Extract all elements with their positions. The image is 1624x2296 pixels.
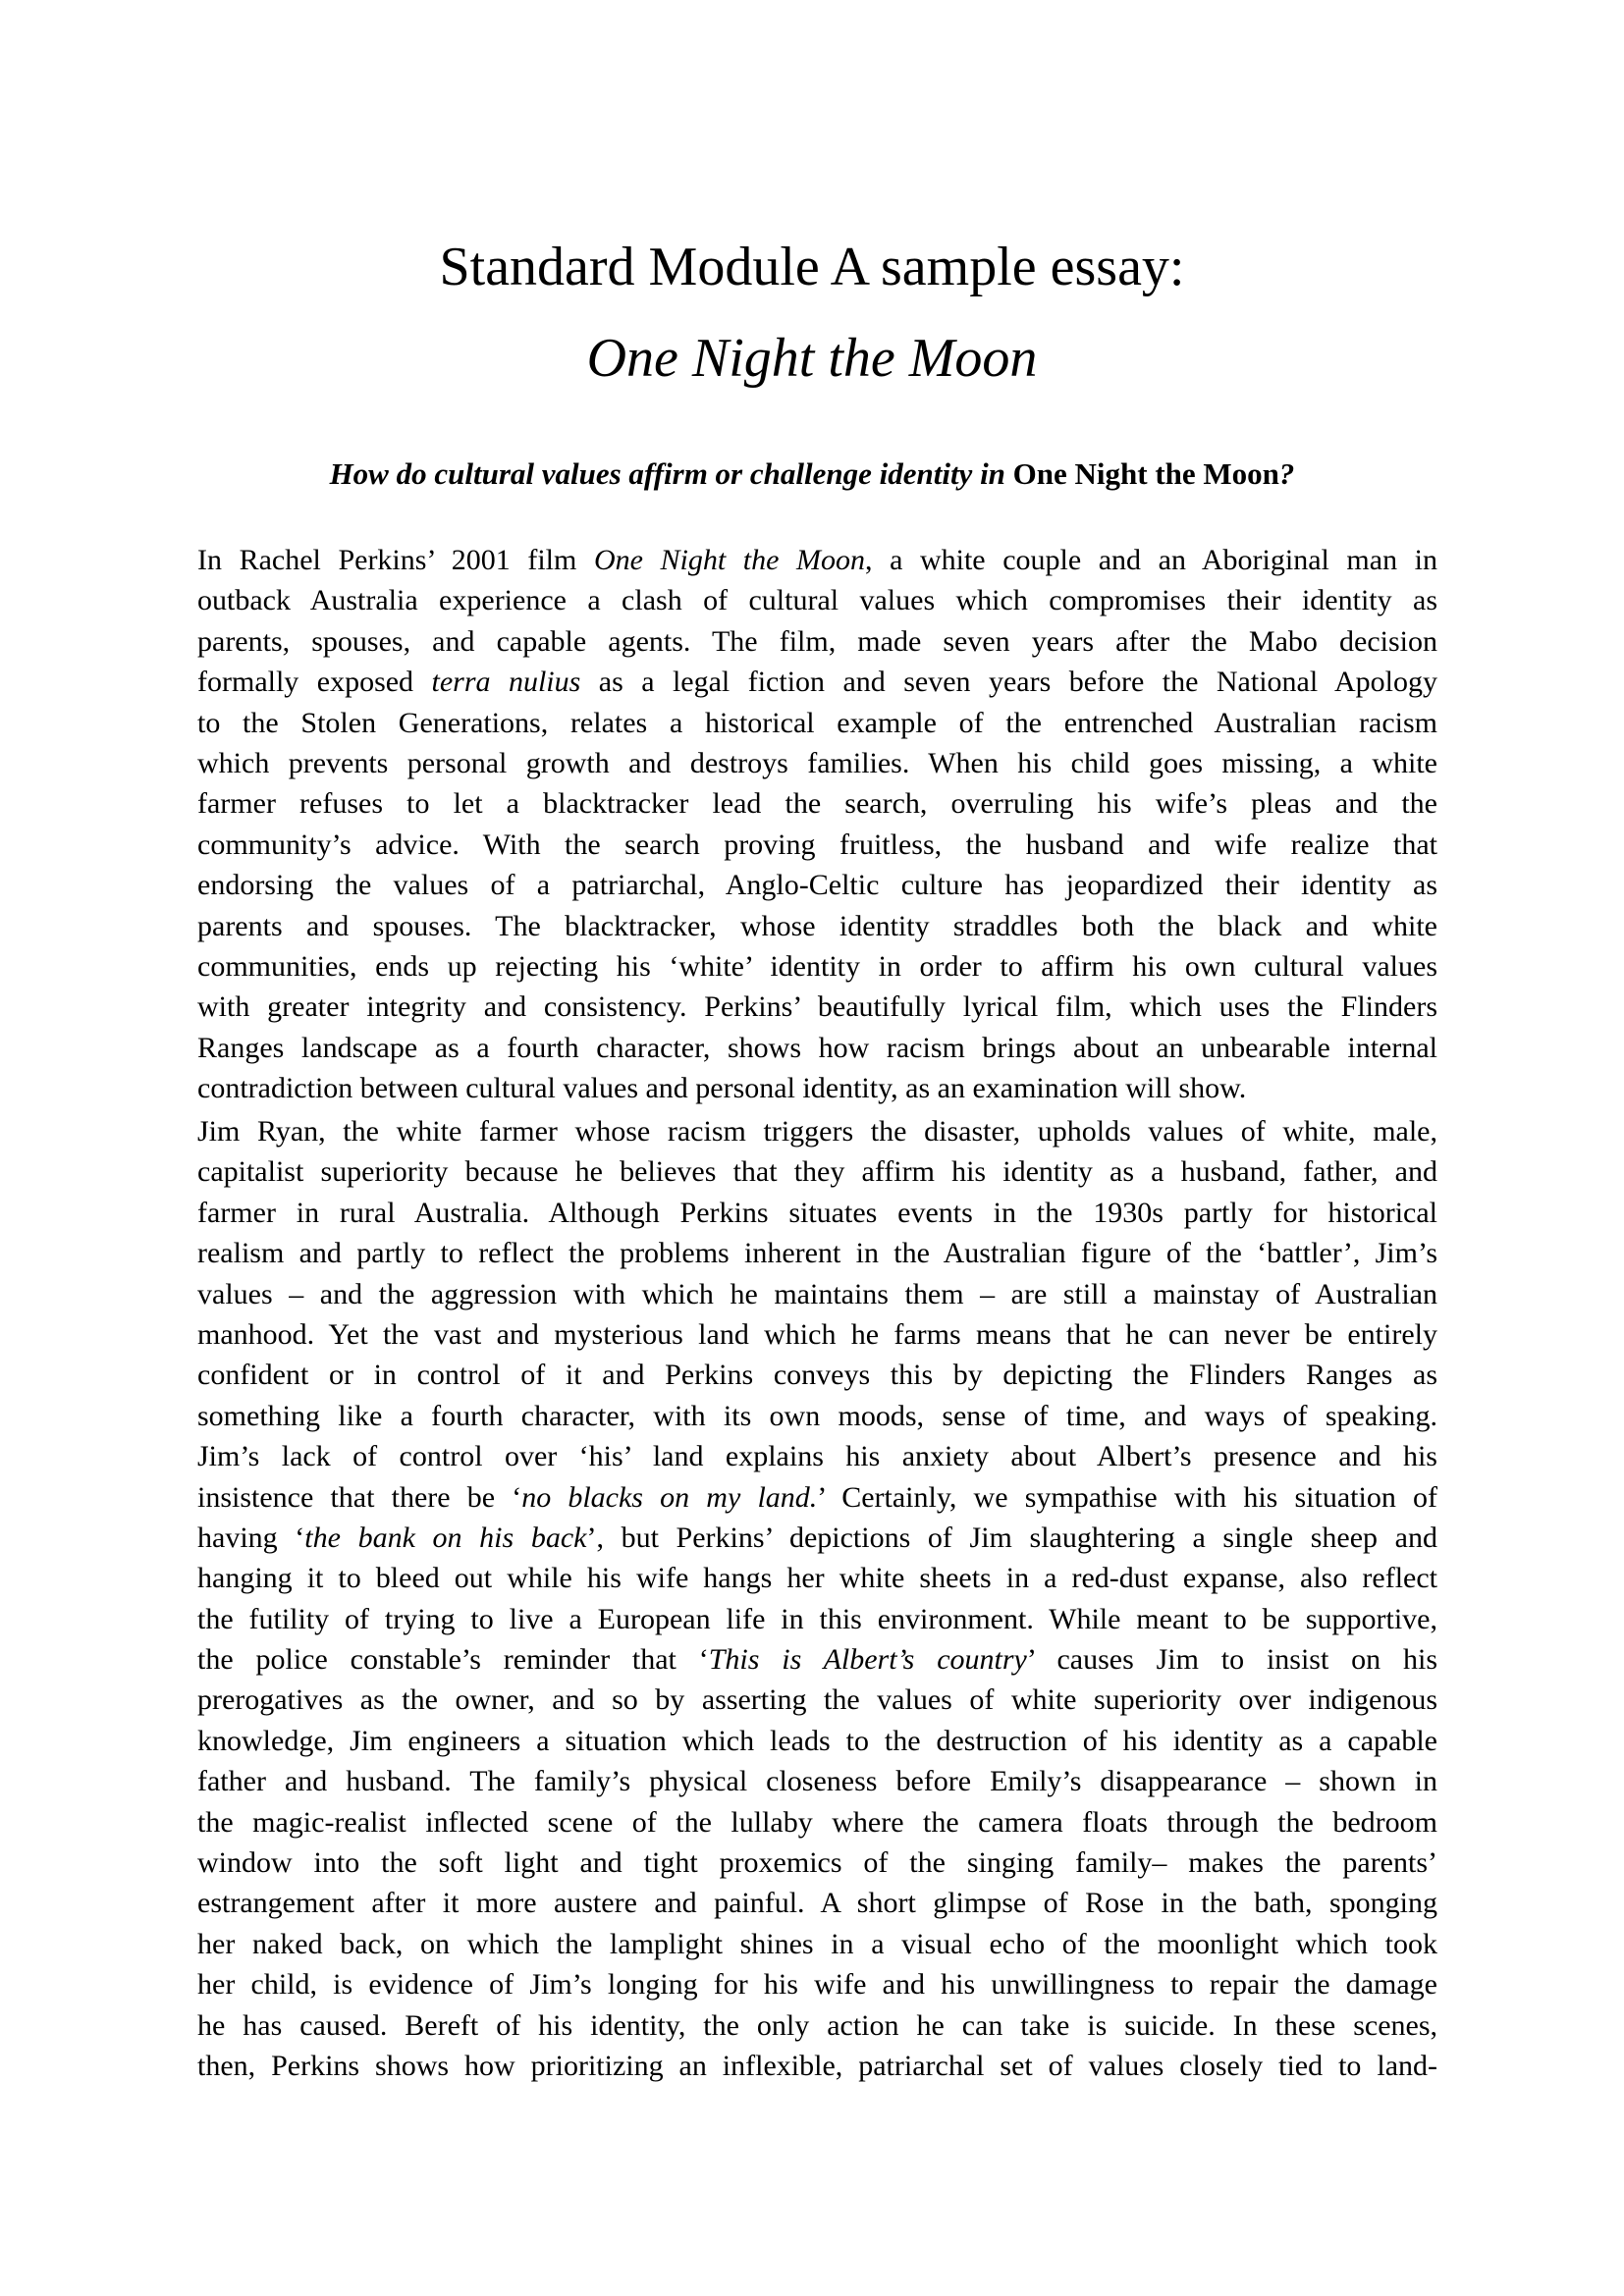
text-segment: contradiction between cultural values and personal identity, as an examination will show. bbox=[197, 1072, 1247, 1105]
text-segment: Jim Ryan, the white farmer whose racism triggers the disaster, upholds values of white, male, bbox=[197, 1115, 1437, 1148]
text-segment: knowledge, Jim engineers a situation which leads to the destruction of his identity as a capable bbox=[197, 1724, 1437, 1757]
text-segment: farmer refuses to let a blacktracker lead the search, overruling his wife’s pleas and the bbox=[197, 787, 1437, 821]
text-line bbox=[197, 580, 1437, 620]
text-line bbox=[197, 1314, 1437, 1355]
text-line bbox=[197, 1111, 1437, 1151]
text-segment: farmer in rural Australia. Although Perkins situates events in the 1930s partly for historical bbox=[197, 1196, 1437, 1229]
text-segment: the police constable’s reminder that ‘ bbox=[197, 1643, 709, 1677]
text-line bbox=[197, 865, 1437, 905]
text-line bbox=[197, 1883, 1437, 1923]
text-segment: hanging it to bleed out while his wife hangs her white sheets in a red-dust expanse, also reflect bbox=[197, 1562, 1437, 1595]
text-segment: the futility of trying to live a European life in this environment. While meant to be supportive, bbox=[197, 1602, 1437, 1635]
text-line bbox=[197, 1068, 1437, 1108]
text-line bbox=[197, 1355, 1437, 1395]
text-segment: her naked back, on which the lamplight shines in a visual echo of the moonlight which took bbox=[197, 1927, 1437, 1960]
text-line bbox=[197, 906, 1437, 946]
text-line bbox=[197, 825, 1437, 865]
text-segment: values – and the aggression with which he maintains them – are still a mainstay of Australian bbox=[197, 1277, 1437, 1310]
text-segment: estrangement after it more austere and painful. A short glimpse of Rose in the bath, sponging bbox=[197, 1887, 1437, 1920]
text-segment: window into the soft light and tight proxemics of the singing family– makes the parents’ bbox=[197, 1846, 1437, 1880]
italic-text: the bank on his back bbox=[304, 1521, 587, 1554]
text-segment: to the Stolen Generations, relates a historical example of the entrenched Australian racism bbox=[197, 706, 1437, 739]
text-segment: community’s advice. With the search proving fruitless, the husband and wife realize that bbox=[197, 828, 1437, 861]
text-line bbox=[197, 2046, 1437, 2086]
text-segment: which prevents personal growth and destroys families. When his child goes missing, a white bbox=[197, 746, 1437, 779]
text-line bbox=[197, 1802, 1437, 1842]
text-line bbox=[197, 1721, 1437, 1761]
paragraph-2 bbox=[197, 1111, 1437, 2086]
text-segment: parents, spouses, and capable agents. The film, made seven years after the Mabo decision bbox=[197, 624, 1437, 658]
text-line bbox=[197, 987, 1437, 1027]
text-line bbox=[197, 1233, 1437, 1273]
text-line bbox=[197, 540, 1437, 580]
text-line bbox=[197, 783, 1437, 824]
question-film-title: One Night the Moon bbox=[1012, 456, 1279, 491]
text-line bbox=[197, 621, 1437, 662]
text-segment: communities, ends up rejecting his ‘white’ identity in order to affirm his own cultural values bbox=[197, 949, 1437, 983]
text-line bbox=[197, 1924, 1437, 1964]
text-segment: father and husband. The family’s physical closeness before Emily’s disappearance – shown in bbox=[197, 1765, 1437, 1798]
text-segment: realism and partly to reflect the problems inherent in the Australian figure of the ‘battler’, Jim’s bbox=[197, 1237, 1437, 1270]
question-mark: ? bbox=[1278, 456, 1295, 491]
italic-text: terra nulius bbox=[431, 666, 581, 699]
document-subtitle: One Night the Moon bbox=[586, 328, 1038, 389]
question-text: How do cultural values affirm or challenge identity in bbox=[329, 456, 1013, 491]
text-line bbox=[197, 1436, 1437, 1476]
text-line bbox=[197, 946, 1437, 987]
italic-text: This is Albert’s country bbox=[708, 1643, 1027, 1677]
text-line bbox=[197, 1028, 1437, 1068]
text-line bbox=[197, 1842, 1437, 1883]
italic-text: One Night the Moon bbox=[593, 544, 865, 576]
text-segment: endorsing the values of a patriarchal, Anglo-Celtic culture has jeopardized their identity as bbox=[197, 869, 1437, 902]
text-segment: the magic-realist inflected scene of the lullaby where the camera floats through the bedroom bbox=[197, 1805, 1437, 1839]
text-segment: insistence that there be ‘ bbox=[197, 1480, 522, 1514]
text-line bbox=[197, 1639, 1437, 1680]
text-segment: he has caused. Bereft of his identity, the only action he can take is suicide. In these scenes, bbox=[197, 2008, 1437, 2042]
text-segment: Jim’s lack of control over ‘his’ land explains his anxiety about Albert’s presence and his bbox=[197, 1440, 1437, 1473]
text-line bbox=[197, 743, 1437, 783]
document-title: Standard Module A sample essay: bbox=[439, 237, 1185, 297]
italic-text: no blacks on my land. bbox=[521, 1480, 818, 1514]
essay-question bbox=[0, 455, 1624, 493]
text-segment: confident or in control of it and Perkins conveys this by depicting the Flinders Ranges as bbox=[197, 1359, 1437, 1392]
text-segment: something like a fourth character, with its own moods, sense of time, and ways of speaking. bbox=[197, 1399, 1437, 1432]
text-segment: In Rachel Perkins’ 2001 film bbox=[197, 544, 594, 576]
text-segment: ’, but Perkins’ depictions of Jim slaughtering a single sheep and bbox=[586, 1521, 1437, 1554]
text-line bbox=[197, 1151, 1437, 1192]
text-segment: outback Australia experience a clash of cultural values which compromises their identity as bbox=[197, 584, 1437, 617]
text-segment: manhood. Yet the vast and mysterious land which he farms means that he can never be entirely bbox=[197, 1317, 1437, 1351]
text-line bbox=[197, 1193, 1437, 1233]
text-segment: prerogatives as the owner, and so by asserting the values of white superiority over indigenous bbox=[197, 1683, 1437, 1717]
text-line bbox=[197, 1599, 1437, 1639]
text-segment: as a legal fiction and seven years before the National Apology bbox=[580, 666, 1437, 699]
text-segment: Ranges landscape as a fourth character, shows how racism brings about an unbearable internal bbox=[197, 1031, 1437, 1064]
text-segment: having ‘ bbox=[197, 1521, 305, 1554]
text-line bbox=[197, 1477, 1437, 1518]
text-segment: then, Perkins shows how prioritizing an inflexible, patriarchal set of values closely tied to land- bbox=[197, 2049, 1437, 2082]
text-segment: with greater integrity and consistency. Perkins’ beautifully lyrical film, which uses the Flinders bbox=[197, 990, 1437, 1024]
text-line bbox=[197, 1558, 1437, 1598]
text-line bbox=[197, 2005, 1437, 2046]
text-segment: parents and spouses. The blacktracker, whose identity straddles both the black and white bbox=[197, 909, 1437, 942]
paragraph-1 bbox=[197, 540, 1437, 1108]
text-line bbox=[197, 1396, 1437, 1436]
text-segment: formally exposed bbox=[197, 666, 432, 699]
text-segment: ’ causes Jim to insist on his bbox=[1026, 1643, 1437, 1677]
text-segment: , a white couple and an Aboriginal man in bbox=[864, 544, 1437, 576]
text-line bbox=[197, 1761, 1437, 1801]
text-segment: ’ Certainly, we sympathise with his situation of bbox=[817, 1480, 1437, 1514]
text-segment: her child, is evidence of Jim’s longing for his wife and his unwillingness to repair the damage bbox=[197, 1968, 1437, 2002]
text-line bbox=[197, 1680, 1437, 1720]
text-line bbox=[197, 1274, 1437, 1314]
text-line bbox=[197, 1518, 1437, 1558]
text-line bbox=[197, 703, 1437, 743]
text-segment: capitalist superiority because he believes that they affirm his identity as a husband, father, and bbox=[197, 1155, 1437, 1189]
text-line bbox=[197, 662, 1437, 702]
text-line bbox=[197, 1964, 1437, 2004]
